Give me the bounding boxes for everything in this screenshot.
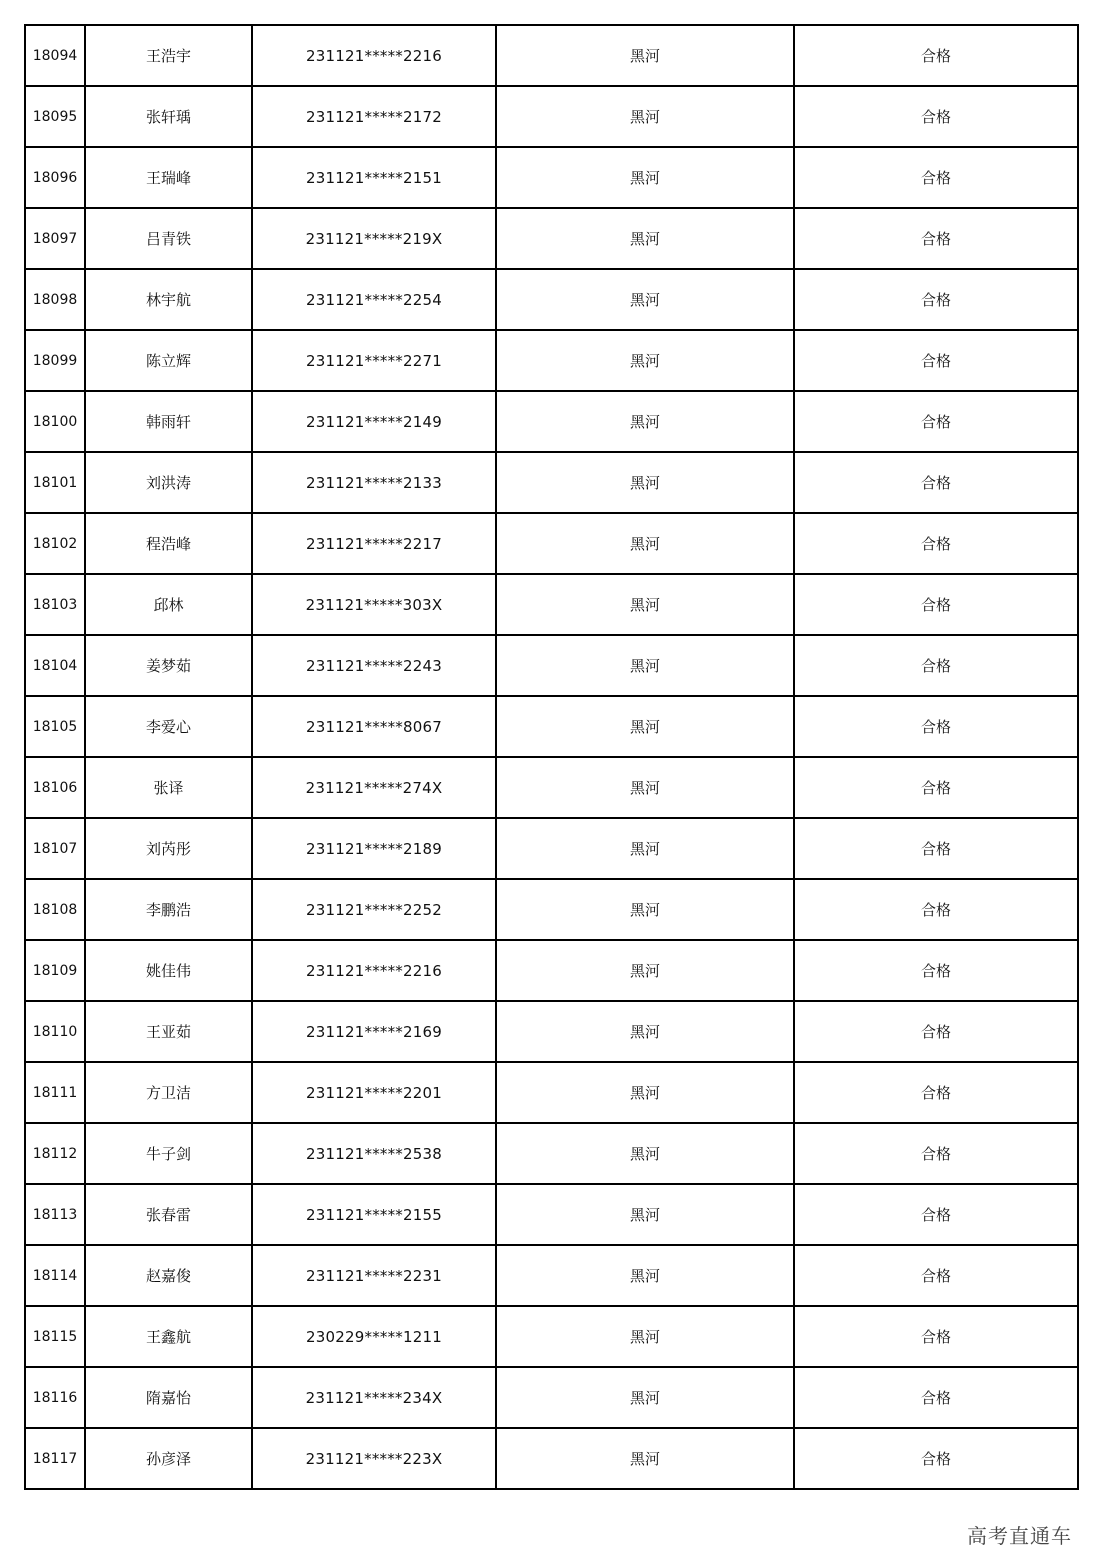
result-cell: 合格 — [794, 208, 1078, 269]
table-row — [25, 1184, 1078, 1245]
name-cell: 王瑞峰 — [85, 147, 252, 208]
region-cell: 黑河 — [496, 940, 794, 1001]
table-row — [25, 147, 1078, 208]
region-cell: 黑河 — [496, 1245, 794, 1306]
region-cell: 黑河 — [496, 208, 794, 269]
row-number-cell: 18105 — [25, 696, 85, 757]
id-number-cell: 231121*****2538 — [252, 1123, 496, 1184]
row-number-cell: 18096 — [25, 147, 85, 208]
table-row — [25, 513, 1078, 574]
result-cell: 合格 — [794, 147, 1078, 208]
region-cell: 黑河 — [496, 1367, 794, 1428]
row-number-cell: 18100 — [25, 391, 85, 452]
name-cell: 陈立辉 — [85, 330, 252, 391]
id-number-cell: 230229*****1211 — [252, 1306, 496, 1367]
result-cell: 合格 — [794, 86, 1078, 147]
region-cell: 黑河 — [496, 269, 794, 330]
row-number-cell: 18108 — [25, 879, 85, 940]
table-row — [25, 330, 1078, 391]
row-number-cell: 18097 — [25, 208, 85, 269]
region-cell: 黑河 — [496, 757, 794, 818]
id-number-cell: 231121*****274X — [252, 757, 496, 818]
region-cell: 黑河 — [496, 1001, 794, 1062]
region-cell: 黑河 — [496, 818, 794, 879]
result-cell: 合格 — [794, 1123, 1078, 1184]
region-cell: 黑河 — [496, 574, 794, 635]
result-cell: 合格 — [794, 25, 1078, 86]
row-number-cell: 18112 — [25, 1123, 85, 1184]
region-cell: 黑河 — [496, 86, 794, 147]
region-cell: 黑河 — [496, 1306, 794, 1367]
id-number-cell: 231121*****2254 — [252, 269, 496, 330]
id-number-cell: 231121*****2231 — [252, 1245, 496, 1306]
name-cell: 张轩瑀 — [85, 86, 252, 147]
row-number-cell: 18117 — [25, 1428, 85, 1489]
region-cell: 黑河 — [496, 25, 794, 86]
name-cell: 王亚茹 — [85, 1001, 252, 1062]
name-cell: 韩雨轩 — [85, 391, 252, 452]
row-number-cell: 18110 — [25, 1001, 85, 1062]
table-row — [25, 86, 1078, 147]
table-row — [25, 391, 1078, 452]
name-cell: 孙彦泽 — [85, 1428, 252, 1489]
result-cell: 合格 — [794, 818, 1078, 879]
table-row — [25, 208, 1078, 269]
table-row — [25, 1245, 1078, 1306]
row-number-cell: 18094 — [25, 25, 85, 86]
result-cell: 合格 — [794, 574, 1078, 635]
result-cell: 合格 — [794, 940, 1078, 1001]
result-cell: 合格 — [794, 635, 1078, 696]
name-cell: 张春雷 — [85, 1184, 252, 1245]
table-row — [25, 879, 1078, 940]
name-cell: 李鹏浩 — [85, 879, 252, 940]
name-cell: 邱林 — [85, 574, 252, 635]
watermark: 高考直通车 — [965, 1520, 1074, 1549]
result-cell: 合格 — [794, 1367, 1078, 1428]
result-cell: 合格 — [794, 1245, 1078, 1306]
row-number-cell: 18098 — [25, 269, 85, 330]
region-cell: 黑河 — [496, 696, 794, 757]
row-number-cell: 18114 — [25, 1245, 85, 1306]
row-number-cell: 18113 — [25, 1184, 85, 1245]
region-cell: 黑河 — [496, 1062, 794, 1123]
table-row — [25, 1062, 1078, 1123]
table-row — [25, 757, 1078, 818]
region-cell: 黑河 — [496, 147, 794, 208]
table-row — [25, 1367, 1078, 1428]
id-number-cell: 231121*****2189 — [252, 818, 496, 879]
row-number-cell: 18103 — [25, 574, 85, 635]
id-number-cell: 231121*****2252 — [252, 879, 496, 940]
name-cell: 张译 — [85, 757, 252, 818]
id-number-cell: 231121*****2151 — [252, 147, 496, 208]
table-row — [25, 574, 1078, 635]
table-row — [25, 940, 1078, 1001]
row-number-cell: 18109 — [25, 940, 85, 1001]
result-cell: 合格 — [794, 330, 1078, 391]
table-row — [25, 635, 1078, 696]
result-cell: 合格 — [794, 391, 1078, 452]
row-number-cell: 18115 — [25, 1306, 85, 1367]
row-number-cell: 18107 — [25, 818, 85, 879]
result-cell: 合格 — [794, 1428, 1078, 1489]
result-cell: 合格 — [794, 1062, 1078, 1123]
table-row — [25, 818, 1078, 879]
region-cell: 黑河 — [496, 879, 794, 940]
id-number-cell: 231121*****2172 — [252, 86, 496, 147]
table-row — [25, 269, 1078, 330]
region-cell: 黑河 — [496, 1123, 794, 1184]
id-number-cell: 231121*****2243 — [252, 635, 496, 696]
region-cell: 黑河 — [496, 513, 794, 574]
name-cell: 刘芮彤 — [85, 818, 252, 879]
name-cell: 李爱心 — [85, 696, 252, 757]
table-row — [25, 1306, 1078, 1367]
result-cell: 合格 — [794, 1001, 1078, 1062]
table-row — [25, 452, 1078, 513]
table-row — [25, 1001, 1078, 1062]
result-cell: 合格 — [794, 1306, 1078, 1367]
region-cell: 黑河 — [496, 391, 794, 452]
name-cell: 方卫洁 — [85, 1062, 252, 1123]
name-cell: 隋嘉怡 — [85, 1367, 252, 1428]
table-row — [25, 1123, 1078, 1184]
result-cell: 合格 — [794, 452, 1078, 513]
result-cell: 合格 — [794, 879, 1078, 940]
name-cell: 吕青铁 — [85, 208, 252, 269]
name-cell: 刘洪涛 — [85, 452, 252, 513]
id-number-cell: 231121*****2201 — [252, 1062, 496, 1123]
row-number-cell: 18102 — [25, 513, 85, 574]
id-number-cell: 231121*****2155 — [252, 1184, 496, 1245]
result-cell: 合格 — [794, 757, 1078, 818]
id-number-cell: 231121*****303X — [252, 574, 496, 635]
id-number-cell: 231121*****2149 — [252, 391, 496, 452]
region-cell: 黑河 — [496, 330, 794, 391]
row-number-cell: 18104 — [25, 635, 85, 696]
name-cell: 牛子剑 — [85, 1123, 252, 1184]
name-cell: 程浩峰 — [85, 513, 252, 574]
row-number-cell: 18099 — [25, 330, 85, 391]
row-number-cell: 18095 — [25, 86, 85, 147]
row-number-cell: 18116 — [25, 1367, 85, 1428]
candidate-table-body — [25, 25, 1078, 1489]
row-number-cell: 18111 — [25, 1062, 85, 1123]
name-cell: 王鑫航 — [85, 1306, 252, 1367]
id-number-cell: 231121*****2271 — [252, 330, 496, 391]
id-number-cell: 231121*****2216 — [252, 940, 496, 1001]
table-row — [25, 25, 1078, 86]
id-number-cell: 231121*****219X — [252, 208, 496, 269]
id-number-cell: 231121*****8067 — [252, 696, 496, 757]
result-cell: 合格 — [794, 696, 1078, 757]
result-cell: 合格 — [794, 513, 1078, 574]
region-cell: 黑河 — [496, 452, 794, 513]
id-number-cell: 231121*****2133 — [252, 452, 496, 513]
region-cell: 黑河 — [496, 1184, 794, 1245]
row-number-cell: 18106 — [25, 757, 85, 818]
candidate-table — [24, 24, 1079, 1490]
row-number-cell: 18101 — [25, 452, 85, 513]
name-cell: 王浩宇 — [85, 25, 252, 86]
id-number-cell: 231121*****223X — [252, 1428, 496, 1489]
id-number-cell: 231121*****2217 — [252, 513, 496, 574]
id-number-cell: 231121*****234X — [252, 1367, 496, 1428]
region-cell: 黑河 — [496, 635, 794, 696]
name-cell: 赵嘉俊 — [85, 1245, 252, 1306]
id-number-cell: 231121*****2169 — [252, 1001, 496, 1062]
result-cell: 合格 — [794, 1184, 1078, 1245]
table-row — [25, 1428, 1078, 1489]
table-row — [25, 696, 1078, 757]
name-cell: 姜梦茹 — [85, 635, 252, 696]
region-cell: 黑河 — [496, 1428, 794, 1489]
name-cell: 姚佳伟 — [85, 940, 252, 1001]
name-cell: 林宇航 — [85, 269, 252, 330]
id-number-cell: 231121*****2216 — [252, 25, 496, 86]
result-cell: 合格 — [794, 269, 1078, 330]
